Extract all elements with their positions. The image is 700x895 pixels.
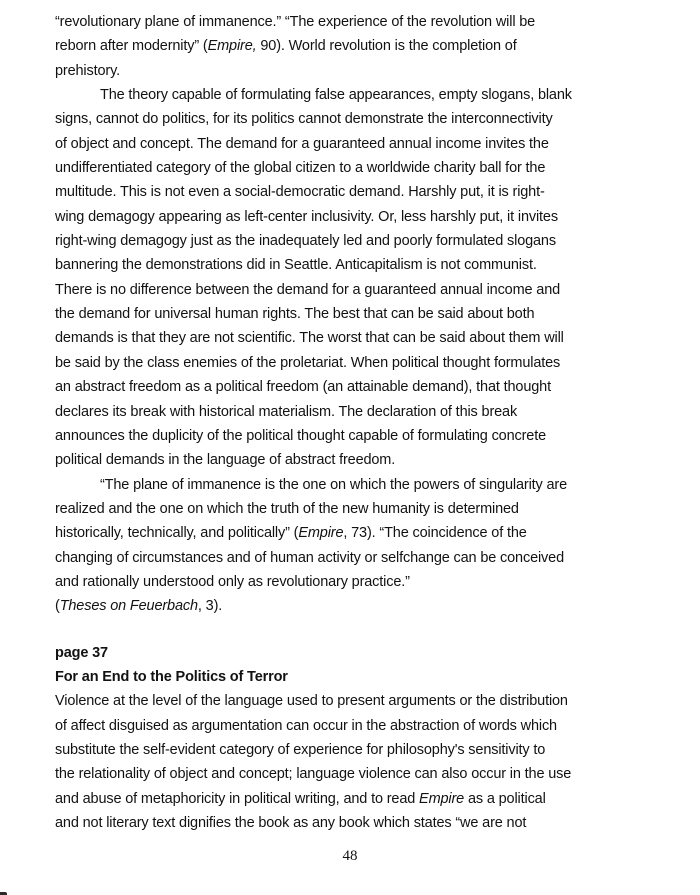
text-run: and not literary text dignifies the book as any book which states “we are not xyxy=(55,815,527,831)
text-run: demands is that they are not scientific. The worst that can be said about them will xyxy=(55,330,564,347)
text-run: reborn after modernity” ( xyxy=(55,38,208,55)
text-run: announces the duplicity of the political thought capable of formulating concrete xyxy=(55,427,546,444)
text-run: wing demagogy appearing as left-center inclusivity. Or, less harshly put, it invites xyxy=(55,208,558,225)
text-line xyxy=(55,229,651,253)
text-run: Theses on Feuerbach xyxy=(59,598,198,615)
text-line xyxy=(55,156,651,180)
text-line xyxy=(55,689,651,713)
document-body xyxy=(55,10,651,835)
text-line xyxy=(55,205,651,229)
text-run: be said by the class enemies of the proletariat. When political thought formulates xyxy=(55,354,561,371)
text-run: prehistory. xyxy=(55,62,120,79)
line-spacer xyxy=(55,619,651,641)
page-number: 48 xyxy=(342,848,358,864)
text-line xyxy=(55,521,651,545)
text-run: multitude. This is not even a social-democratic demand. Harshly put, it is right- xyxy=(55,184,545,201)
text-line xyxy=(55,546,651,570)
text-run: “revolutionary plane of immanence.” “The experience of the revolution will be xyxy=(55,14,536,30)
text-run: of object and concept. The demand for a guaranteed annual income invites the xyxy=(55,135,549,152)
text-line xyxy=(55,738,651,762)
text-run: ( xyxy=(55,598,60,615)
text-run: There is no difference between the demand for a guaranteed annual income and xyxy=(55,281,561,298)
text-line xyxy=(55,594,651,618)
text-line xyxy=(55,10,651,34)
text-run: historically, technically, and politically” ( xyxy=(55,525,299,542)
text-run: Empire, xyxy=(207,38,257,55)
text-run: changing of circumstances and of human activity or selfchange can be conceived xyxy=(55,549,564,566)
text-line xyxy=(55,762,651,786)
text-run: and rationally understood only as revolutionary practice.” xyxy=(55,573,410,590)
text-line xyxy=(55,107,651,131)
text-line xyxy=(55,351,651,375)
text-line xyxy=(55,570,651,594)
text-run: For an End to the Politics of Terror xyxy=(55,668,288,685)
text-run: the demand for universal human rights. The best that can be said about both xyxy=(55,306,535,323)
text-run: page 37 xyxy=(55,644,108,661)
text-line xyxy=(55,714,651,738)
text-line xyxy=(55,473,651,497)
text-run: of affect disguised as argumentation can occur in the abstraction of words which xyxy=(55,717,557,734)
text-line xyxy=(55,641,651,665)
text-line xyxy=(55,424,651,448)
text-run: political demands in the language of abstract freedom. xyxy=(55,452,396,469)
text-run: as a political xyxy=(464,790,546,807)
text-line xyxy=(55,400,651,424)
text-run: bannering the demonstrations did in Seattle. Anticapitalism is not communist. xyxy=(55,257,537,274)
text-line xyxy=(55,59,651,83)
text-line xyxy=(55,665,651,689)
text-run: realized and the one on which the truth of the new humanity is determined xyxy=(55,500,519,517)
text-run: right-wing demagogy just as the inadequately led and poorly formulated slogans xyxy=(55,233,556,250)
text-run: Violence at the level of the language used to present arguments or the distribution xyxy=(55,693,568,710)
text-run: 90). World revolution is the completion of xyxy=(256,38,517,55)
text-run: declares its break with historical materialism. The declaration of this break xyxy=(55,403,518,420)
text-run: signs, cannot do politics, for its politics cannot demonstrate the interconnectivity xyxy=(55,111,553,128)
text-line xyxy=(55,278,651,302)
text-run: , 73). “The coincidence of the xyxy=(343,525,527,542)
text-run: an abstract freedom as a political freedom (an attainable demand), that thought xyxy=(55,379,551,396)
text-run: substitute the self-evident category of experience for philosophy's sensitivity to xyxy=(55,741,546,758)
text-run: undifferentiated category of the global citizen to a worldwide charity ball for the xyxy=(55,160,546,177)
text-line xyxy=(55,83,651,107)
text-line xyxy=(55,811,651,835)
text-line xyxy=(55,326,651,350)
text-run: “The plane of immanence is the one on which the powers of singularity are xyxy=(100,476,568,493)
text-run: Empire xyxy=(419,790,465,807)
text-run: and abuse of metaphoricity in political writing, and to read xyxy=(55,790,420,807)
text-run: the relationality of object and concept; language violence can also occur in the use xyxy=(55,766,572,783)
text-run: The theory capable of formulating false appearances, empty slogans, blank xyxy=(100,87,572,104)
text-line xyxy=(55,34,651,58)
text-line xyxy=(55,448,651,472)
text-line xyxy=(55,180,651,204)
text-line xyxy=(55,253,651,277)
text-line xyxy=(55,132,651,156)
text-line xyxy=(55,787,651,811)
text-run: Empire xyxy=(298,525,344,542)
text-line xyxy=(55,302,651,326)
text-line xyxy=(55,497,651,521)
text-run: , 3). xyxy=(197,598,223,615)
text-line xyxy=(55,375,651,399)
